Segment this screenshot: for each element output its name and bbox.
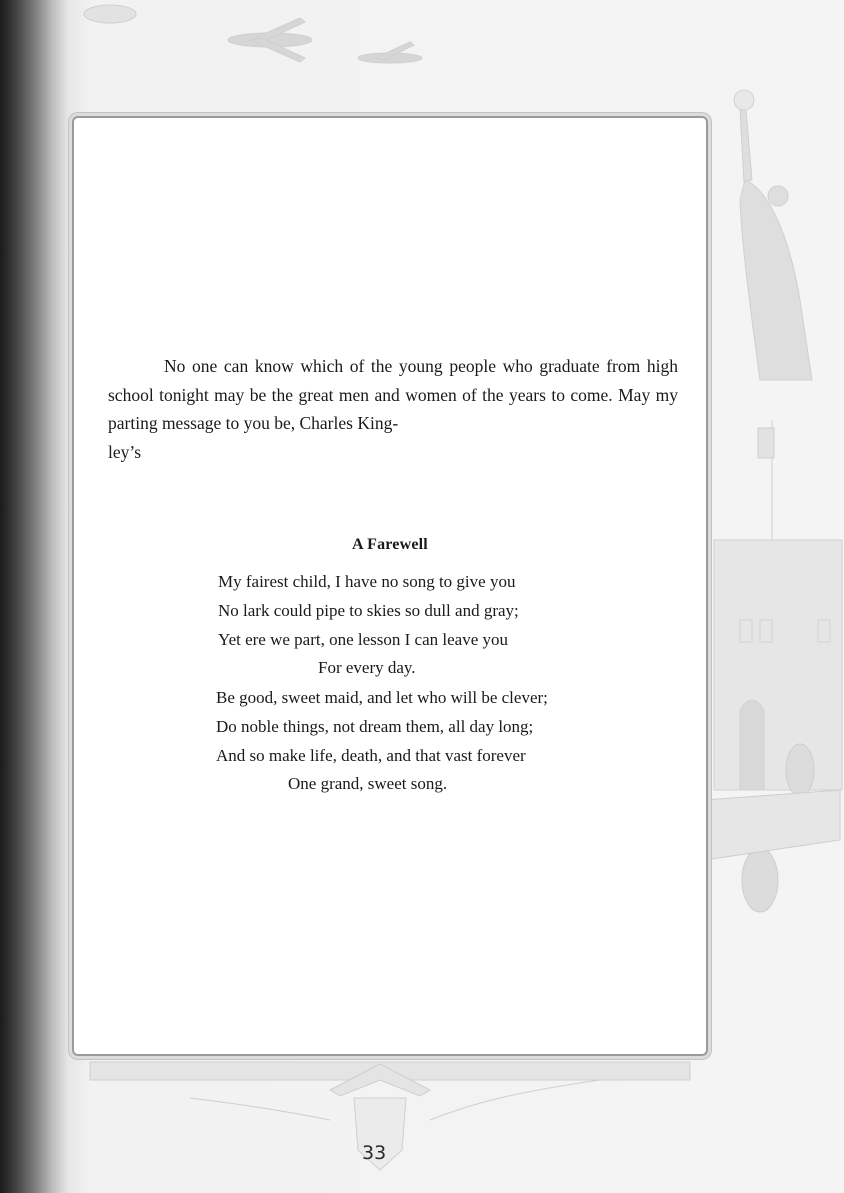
poem-line: Be good, sweet maid, and let who will be clever; (216, 688, 548, 707)
page-number: 33 (362, 1142, 387, 1164)
poem-line: And so make life, death, and that vast forever (216, 746, 526, 765)
poem-line: My fairest child, I have no song to give you (218, 572, 516, 591)
intro-line: years to come. May my parting message to you be, Charles King- (108, 384, 679, 433)
intro-paragraph (108, 352, 678, 466)
poem-line: Do noble things, not dream them, all day long; (216, 717, 534, 736)
school-building-icon (714, 540, 842, 790)
intro-line: from high school tonight may be the great men and women of the (108, 356, 678, 405)
poem-title: A Farewell (352, 536, 428, 553)
poem-line: Yet ere we part, one lesson I can leave you (218, 630, 509, 649)
poem-line: For every day. (318, 658, 416, 677)
statue-of-liberty-icon (734, 90, 812, 380)
flag-icon (758, 420, 774, 540)
airplane-icon (84, 5, 422, 63)
poem-line: One grand, sweet song. (288, 774, 448, 793)
eagle-emblem-icon (90, 1062, 690, 1170)
intro-line: No one can know which of the young people who graduate (164, 356, 600, 376)
poem-line: No lark could pipe to skies so dull and gray; (218, 601, 519, 620)
intro-line: ley’s (108, 441, 142, 462)
